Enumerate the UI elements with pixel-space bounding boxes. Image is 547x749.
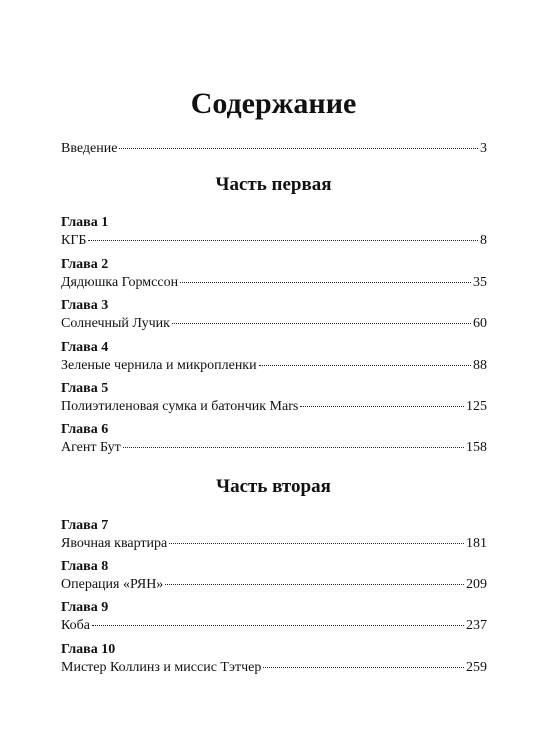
- dot-leader: [180, 282, 471, 283]
- chapter-heading: Глава 3: [61, 298, 109, 313]
- entry-page: 60: [473, 316, 487, 331]
- entry-title: КГБ: [61, 233, 87, 248]
- entry-title: Зеленые чернила и микропленки: [61, 358, 257, 373]
- entry-title: Явочная квартира: [61, 536, 168, 551]
- toc-entry: [61, 274, 487, 292]
- dot-leader: [300, 406, 464, 407]
- entry-page: 158: [466, 440, 487, 455]
- dot-leader: [259, 365, 471, 366]
- toc-entry: [61, 315, 487, 333]
- toc-entry: [61, 439, 487, 457]
- page-title: Содержание: [190, 87, 357, 120]
- entry-page: 88: [473, 358, 487, 373]
- dot-leader: [172, 323, 471, 324]
- dot-leader: [119, 148, 478, 149]
- entry-title: Агент Бут: [61, 440, 121, 455]
- toc-entry: [61, 576, 487, 594]
- entry-page: 237: [466, 618, 487, 633]
- toc-entry: [61, 398, 487, 416]
- entry-page: 3: [480, 141, 487, 156]
- dot-leader: [263, 667, 464, 668]
- toc-entry: [61, 357, 487, 375]
- chapter-heading: Глава 1: [61, 215, 109, 230]
- dot-leader: [169, 543, 464, 544]
- dot-leader: [165, 584, 464, 585]
- entry-title: Операция «РЯН»: [61, 577, 164, 592]
- chapter-heading: Глава 9: [61, 600, 109, 615]
- entry-page: 125: [466, 399, 487, 414]
- toc-entry: [61, 659, 487, 677]
- entry-page: 8: [480, 233, 487, 248]
- entry-page: 259: [466, 660, 487, 675]
- chapter-heading: Глава 5: [61, 381, 109, 396]
- toc-entry: [61, 232, 487, 250]
- chapter-heading: Глава 7: [61, 518, 109, 533]
- entry-page: 35: [473, 275, 487, 290]
- dot-leader: [92, 625, 464, 626]
- chapter-heading: Глава 2: [61, 257, 109, 272]
- toc-entry: [61, 535, 487, 553]
- entry-title: Дядюшка Гормссон: [61, 275, 179, 290]
- chapter-heading: Глава 6: [61, 422, 109, 437]
- entry-page: 181: [466, 536, 487, 551]
- part-title: Часть первая: [215, 174, 332, 195]
- entry-page: 209: [466, 577, 487, 592]
- chapter-heading: Глава 4: [61, 340, 109, 355]
- part-title: Часть вторая: [216, 476, 331, 497]
- entry-title: Мистер Коллинз и миссис Тэтчер: [61, 660, 262, 675]
- entry-title: Полиэтиленовая сумка и батончик Mars: [61, 399, 299, 414]
- entry-title: Коба: [61, 618, 90, 633]
- dot-leader: [123, 447, 464, 448]
- chapter-heading: Глава 8: [61, 559, 109, 574]
- toc-entry-intro: [61, 140, 487, 158]
- chapter-heading: Глава 10: [61, 642, 116, 657]
- toc-entry: [61, 617, 487, 635]
- dot-leader: [88, 240, 478, 241]
- entry-title: Солнечный Лучик: [61, 316, 170, 331]
- entry-title: Введение: [61, 141, 118, 156]
